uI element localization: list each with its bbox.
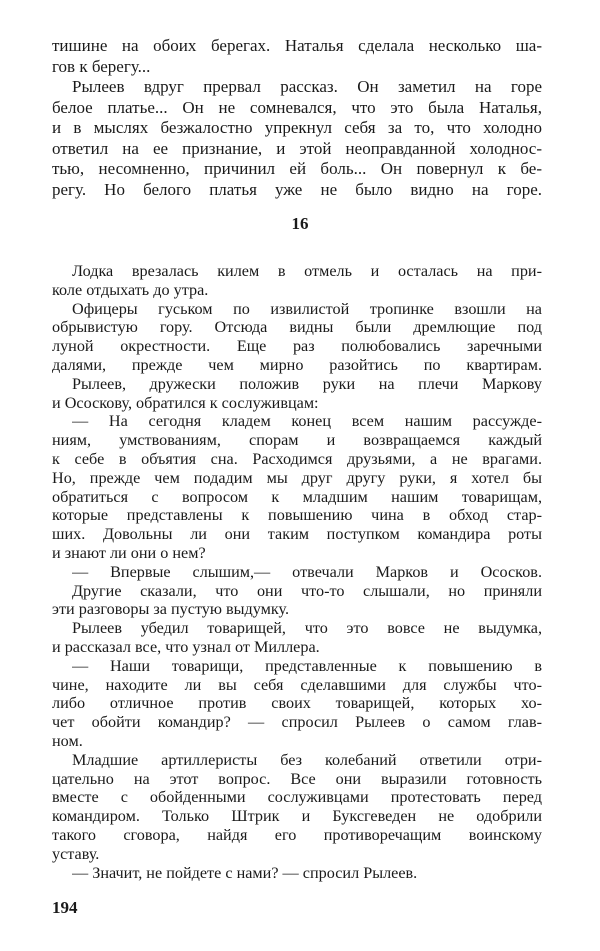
text-line: уставу. xyxy=(52,844,100,863)
text-line: ном. xyxy=(52,732,83,750)
text-line: и рассказал все, что узнал от Миллера. xyxy=(52,638,320,656)
text-line: тишине на обоих берегах. Наталья сделала несколько ша- xyxy=(52,36,542,55)
page-number: 194 xyxy=(52,898,78,917)
text-line: чине, находите ли вы себя сделавшими для службы что- xyxy=(52,675,542,694)
text-line: — Значит, не пойдете с нами? — спросил Рылеев. xyxy=(72,863,418,882)
text-line: регу. Но белого платья уже не было видно на горе. xyxy=(52,179,542,199)
text-line: Рылеев вдруг прервал рассказ. Он заметил на горе xyxy=(72,77,542,96)
text-line: Но, прежде чем подадим мы друг другу руки, я хотел бы xyxy=(52,468,542,487)
text-line: — Впервые слышим,— отвечали Марков и Ососков. xyxy=(72,562,542,581)
text-line: и знают ли они о нем? xyxy=(52,544,206,562)
text-line: Лодка врезалась килем в отмель и осталась на при- xyxy=(72,262,542,280)
text-line: Другие сказали, что они что-то слышали, но приняли xyxy=(72,581,542,600)
text-line: луной окрестности. Еще раз полюбовались заречными xyxy=(52,337,542,356)
text-line: эти разговоры за пустую выдумку. xyxy=(52,600,290,619)
text-line: цательно на этот вопрос. Все они выразили готовность xyxy=(52,769,542,788)
text-line: Младшие артиллеристы без колебаний ответили отри- xyxy=(72,750,542,769)
text-line: к себе в объятия сна. Расходимся друзьями, а не врагами. xyxy=(52,450,542,468)
text-line: белое платье... Он не сомневался, что это была Наталья, xyxy=(52,97,542,117)
text-line: тью, несомненно, причинил ей боль... Он повернул к бе- xyxy=(52,159,542,178)
text-line: вместе с обойденными сослуживцами протестовать перед xyxy=(52,788,542,807)
text-line: — На сегодня кладем конец всем нашим рассужде- xyxy=(72,412,542,431)
text-line: — Наши товарищи, представленные к повышению в xyxy=(72,656,542,675)
text-line: Рылеев, дружески положив руки на плечи Маркову xyxy=(72,374,542,393)
text-line: обратиться с вопросом к младшим нашим товарищам, xyxy=(52,487,542,506)
text-line: и в мыслях безжалостно упрекнул себя за то, что холодно xyxy=(52,118,542,137)
text-line: либо отличное против своих товарищей, которых хо- xyxy=(52,694,542,713)
text-line: обрывистую гору. Отсюда видны были дремлющие под xyxy=(52,318,542,337)
text-line: Офицеры гуськом по извилистой тропинке взошли на xyxy=(72,299,542,318)
text-line: гов к берегу... xyxy=(52,56,151,76)
text-line: далями, прежде чем мирно разойтись по квартирам. xyxy=(52,356,542,374)
text-line: ших. Довольны ли они таким поступком командира роты xyxy=(52,525,542,544)
chapter-number: 16 xyxy=(291,214,309,233)
text-line: которые представлены к повышению чина в обход стар- xyxy=(52,506,542,525)
text-line: ниям, умствованиям, спорам и возвращаемся каждый xyxy=(52,431,542,450)
text-line: чет обойти командир? — спросил Рылеев о самом глав- xyxy=(52,713,542,732)
text-line: такого сговора, найдя его противоречащим воинскому xyxy=(52,826,542,844)
text-line: Рылеев убедил товарищей, что это вовсе не выдумка, xyxy=(72,619,542,638)
text-line: коле отдыхать до утра. xyxy=(52,280,209,299)
text-line: и Ососкову, обратился к сослуживцам: xyxy=(52,393,319,412)
text-line: командиром. Только Штрик и Буксгеведен не одобрили xyxy=(52,807,542,826)
text-line: ответил на ее признание, и этой неоправданной холоднос- xyxy=(52,138,542,158)
